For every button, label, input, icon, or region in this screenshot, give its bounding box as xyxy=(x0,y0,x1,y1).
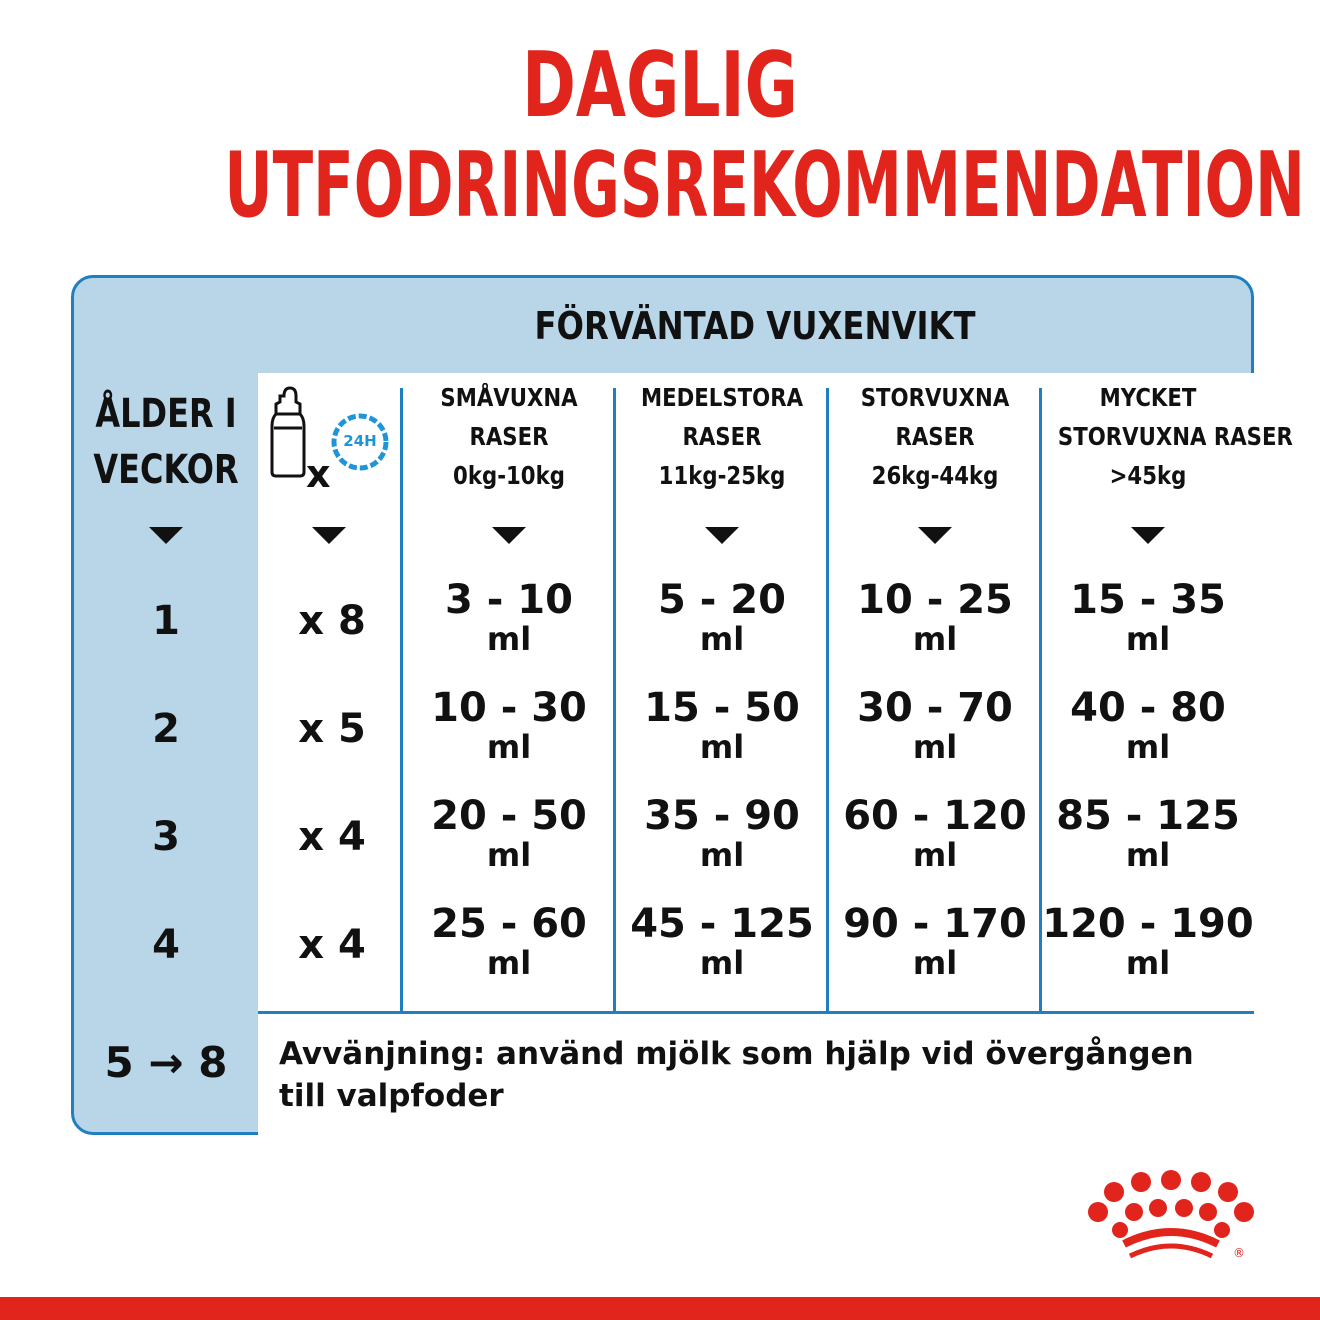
table-cell xyxy=(1042,902,1254,980)
page-title-line1: DAGLIG xyxy=(522,33,798,138)
table-cell xyxy=(829,578,1041,656)
row-age: 4 xyxy=(152,922,180,968)
cell-value: 45 - 125 xyxy=(630,901,814,947)
weaning-age: 5 → 8 xyxy=(104,1038,228,1087)
table-cell xyxy=(403,902,615,980)
cell-unit: ml xyxy=(486,620,532,658)
cell-unit: ml xyxy=(912,836,958,874)
cell-unit: ml xyxy=(1125,728,1171,766)
column-header-line: SMÅVUXNA xyxy=(440,383,578,412)
cell-unit: ml xyxy=(1125,944,1171,982)
cell-unit: ml xyxy=(699,620,745,658)
table-cell xyxy=(829,794,1041,872)
cell-unit: ml xyxy=(486,944,532,982)
row-age: 1 xyxy=(152,598,180,644)
cell-unit: ml xyxy=(912,620,958,658)
table-cell xyxy=(829,686,1041,764)
table-cell xyxy=(1042,578,1254,656)
cell-value: 20 - 50 xyxy=(431,793,587,839)
cell-unit: ml xyxy=(1125,836,1171,874)
column-header-weight: 26kg-44kg xyxy=(871,461,999,490)
cell-value: 15 - 50 xyxy=(644,685,800,731)
table-cell xyxy=(616,794,828,872)
row-age: 2 xyxy=(152,706,180,752)
cell-unit: ml xyxy=(699,728,745,766)
clock-label: 24H xyxy=(343,432,377,450)
multiplier-x: x xyxy=(306,452,331,496)
cell-value: 10 - 25 xyxy=(857,577,1013,623)
column-header-line: MEDELSTORA xyxy=(640,383,804,412)
table-header xyxy=(74,278,1251,373)
column-header-giant-breeds xyxy=(1042,378,1293,495)
table-cell xyxy=(616,578,828,656)
cell-unit: ml xyxy=(699,836,745,874)
column-header-line: STORVUXNA xyxy=(860,383,1010,412)
down-arrow-icon xyxy=(312,527,346,544)
table-cell xyxy=(829,902,1041,980)
table-cell xyxy=(616,902,828,980)
royal-canin-logo xyxy=(1084,1168,1259,1263)
cell-value: 25 - 60 xyxy=(431,901,587,947)
cell-value: 15 - 35 xyxy=(1070,577,1226,623)
cell-unit: ml xyxy=(486,836,532,874)
row-frequency: x 8 xyxy=(298,598,366,644)
cell-unit: ml xyxy=(1125,620,1171,658)
table-cell xyxy=(403,578,615,656)
cell-value: 30 - 70 xyxy=(857,685,1013,731)
column-header-weight: 11kg-25kg xyxy=(658,461,786,490)
cell-unit: ml xyxy=(699,944,745,982)
table-cell xyxy=(403,686,615,764)
row-frequency: x 4 xyxy=(298,814,366,860)
feeding-frequency-icon xyxy=(264,386,399,496)
down-arrow-icon xyxy=(492,527,526,544)
column-header-line: MYCKET xyxy=(1099,383,1197,412)
row-frequency: x 4 xyxy=(298,922,366,968)
cell-value: 40 - 80 xyxy=(1070,685,1226,731)
table-cell xyxy=(1042,686,1254,764)
column-header-line: RASER xyxy=(895,422,975,451)
age-header-line1: ÅLDER I xyxy=(95,391,237,437)
cell-value: 10 - 30 xyxy=(431,685,587,731)
row-divider xyxy=(258,1011,1254,1014)
row-age: 3 xyxy=(152,814,180,860)
feeding-table xyxy=(71,275,1293,1135)
cell-value: 120 - 190 xyxy=(1042,901,1254,947)
expected-adult-weight-heading: FÖRVÄNTAD VUXENVIKT xyxy=(534,304,976,348)
cell-value: 5 - 20 xyxy=(658,577,786,623)
age-header-line2: VECKOR xyxy=(93,447,239,493)
cell-unit: ml xyxy=(912,944,958,982)
table-cell xyxy=(616,686,828,764)
column-header-medium-breeds xyxy=(616,378,828,495)
cell-value: 90 - 170 xyxy=(843,901,1027,947)
column-header-large-breeds xyxy=(829,378,1041,495)
column-header-weight: >45kg xyxy=(1109,461,1187,490)
cell-value: 60 - 120 xyxy=(843,793,1027,839)
column-header-line: RASER xyxy=(682,422,762,451)
column-header-line: STORVUXNA RASER xyxy=(1057,422,1293,451)
registered-mark: ® xyxy=(1233,1246,1245,1260)
down-arrow-icon xyxy=(705,527,739,544)
cell-value: 85 - 125 xyxy=(1056,793,1240,839)
cell-value: 35 - 90 xyxy=(644,793,800,839)
cell-unit: ml xyxy=(486,728,532,766)
table-cell xyxy=(1042,794,1254,872)
row-frequency: x 5 xyxy=(298,706,366,752)
column-header-weight: 0kg-10kg xyxy=(453,461,565,490)
cell-value: 3 - 10 xyxy=(445,577,573,623)
page-title-line2: UTFODRINGSREKOMMENDATION xyxy=(224,133,1305,238)
down-arrow-icon xyxy=(918,527,952,544)
column-header-small-breeds xyxy=(403,378,615,495)
table-cell xyxy=(403,794,615,872)
down-arrow-icon xyxy=(149,527,183,544)
cell-unit: ml xyxy=(912,728,958,766)
column-header-line: RASER xyxy=(469,422,549,451)
bottom-accent-bar xyxy=(0,1297,1320,1320)
weaning-note: Avvänjning: använd mjölk som hjälp vid övergången till valpfoder xyxy=(279,1036,1194,1114)
down-arrow-icon xyxy=(1131,527,1165,544)
